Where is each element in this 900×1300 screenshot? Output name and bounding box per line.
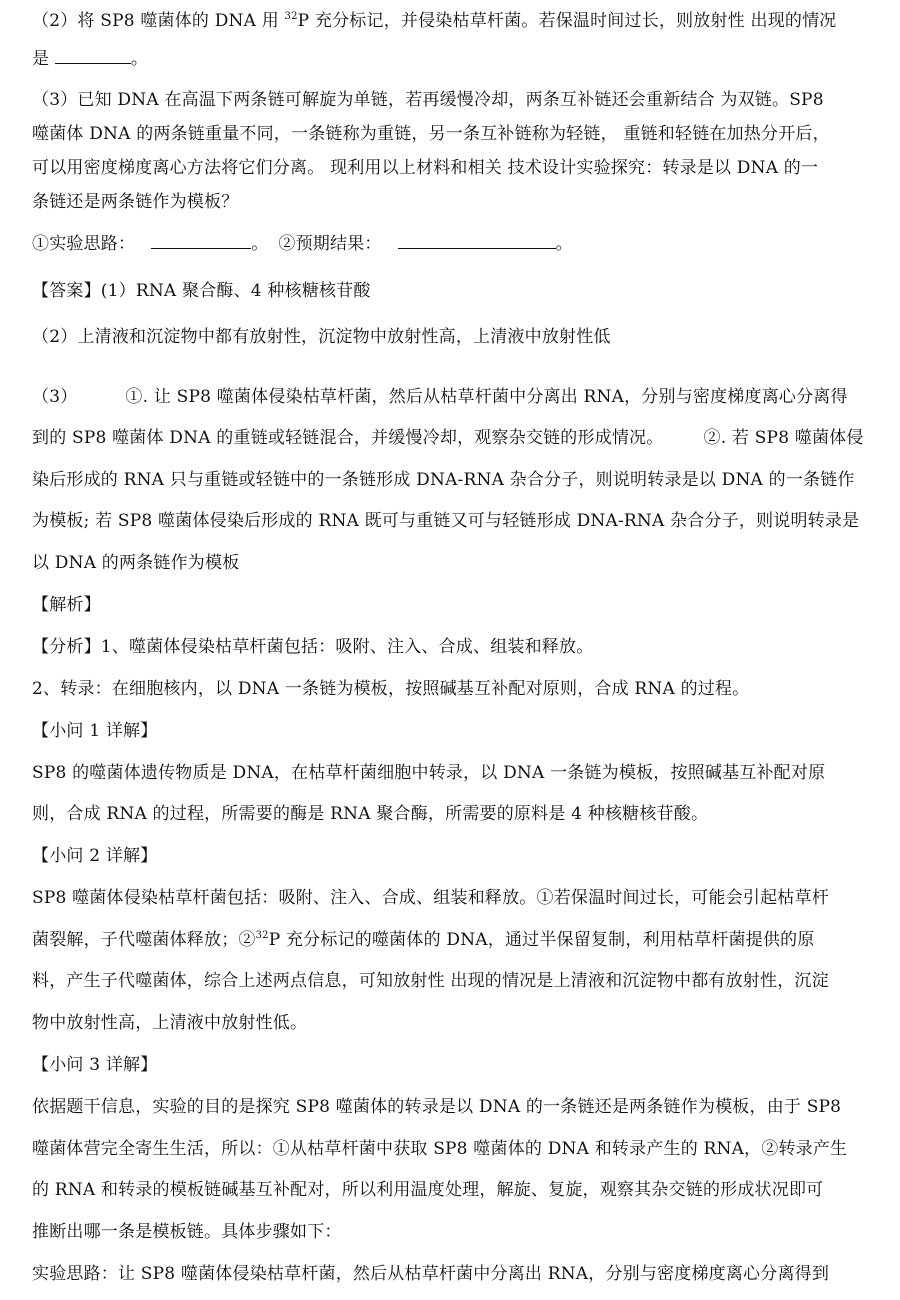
sub3-line-4: 推断出哪一条是模板链。具体步骤如下： bbox=[32, 1222, 342, 1242]
sub2-title: 【小问 2 详解】 bbox=[32, 846, 158, 866]
q3-blanks-line: ①实验思路： 。 ②预期结果： 。 bbox=[32, 228, 882, 258]
answer-line-5: 染后形成的 RNA 只与重链或轻链中的一条链形成 DNA-RNA 杂合分子，则说明转录是以 DNA 的一条链作 bbox=[32, 470, 855, 490]
sub1-title: 【小问 1 详解】 bbox=[32, 721, 158, 741]
q3-line-2: 噬菌体 DNA 的两条链重量不同，一条链称为重链，另一条互补链称为轻链， 重链和轻链在加热分开后， bbox=[32, 124, 830, 144]
sub1-line-2: 则，合成 RNA 的过程，所需要的酶是 RNA 聚合酶，所需要的原料是 4 种核糖核苷酸。 bbox=[32, 804, 709, 824]
sub3-line-2: 噬菌体营完全寄生生活，所以：①从枯草杆菌中获取 SP8 噬菌体的 DNA 和转录产生的 RNA，②转录产生 bbox=[32, 1139, 848, 1159]
sub3-line-1: 依据题干信息，实验的目的是探究 SP8 噬菌体的转录是以 DNA 的一条链还是两条链作为模板，由于 SP8 bbox=[32, 1097, 842, 1117]
answer-blank bbox=[55, 43, 131, 64]
q2-line-1: （2）将 SP8 噬菌体的 DNA 用 $^{32}$P 充分标记，并侵染枯草杆菌。若保温时间过长，则放射性 出现的情况 bbox=[32, 11, 837, 31]
isotope-superscript: 32 bbox=[255, 930, 269, 941]
q3-line-4: 条链还是两条链作为模板？ bbox=[32, 192, 239, 212]
answer-line-6: 为模板; 若 SP8 噬菌体侵染后形成的 RNA 既可与重链又可与轻链形成 DNA-RNA 杂合分子，则说明转录是 bbox=[32, 511, 860, 531]
sub3-line-3: 的 RNA 和转录的模板链碱基互补配对，所以利用温度处理，解旋、复旋，观察其杂交链的形成状况即可 bbox=[32, 1180, 824, 1200]
answer-line-1: 【答案】(1）RNA 聚合酶、4 种核糖核苷酸 bbox=[32, 281, 371, 301]
answer-line-4: 到的 SP8 噬菌体 DNA 的重链或轻链混合，并缓慢冷却，观察杂交链的形成情况。 ②. 若 SP8 噬菌体侵 bbox=[32, 428, 864, 448]
q2-line-2: 是 。 bbox=[32, 43, 882, 73]
sub3-line-5: 实验思路：让 SP8 噬菌体侵染枯草杆菌，然后从枯草杆菌中分离出 RNA，分别与密度梯度离心分离得到 bbox=[32, 1264, 830, 1284]
analysis-fenxi-2: 2、转录：在细胞核内，以 DNA 一条链为模板，按照碱基互补配对原则，合成 RNA 的过程。 bbox=[32, 679, 750, 699]
answer-line-7: 以 DNA 的两条链作为模板 bbox=[32, 553, 240, 573]
q3-line-3: 可以用密度梯度离心方法将它们分离。 现利用以上材料和相关 技术设计实验探究：转录是以 DNA 的一 bbox=[32, 158, 819, 178]
q3-line-1: （3）已知 DNA 在高温下两条链可解旋为单链，若再缓慢冷却，两条互补链还会重新结合 为双链。SP8 bbox=[32, 90, 824, 110]
sub2-line-3: 料，产生子代噬菌体，综合上述两点信息，可知放射性 出现的情况是上清液和沉淀物中都有放射性，沉淀 bbox=[32, 971, 829, 991]
result-answer-blank bbox=[398, 228, 556, 249]
idea-answer-blank bbox=[151, 228, 251, 249]
sub2-line-2: 菌裂解，子代噬菌体释放；②$^{32}$P 充分标记的噬菌体的 DNA，通过半保留复制，利用枯草杆菌提供的原 bbox=[32, 930, 815, 950]
analysis-header: 【解析】 bbox=[32, 595, 101, 615]
isotope-superscript: 32 bbox=[284, 11, 298, 22]
sub2-line-4: 物中放射性高，上清液中放射性低。 bbox=[32, 1013, 308, 1033]
sub3-title: 【小问 3 详解】 bbox=[32, 1055, 158, 1075]
answer-line-3: （3） ①. 让 SP8 噬菌体侵染枯草杆菌，然后从枯草杆菌中分离出 RNA，分别与密度梯度离心分离得 bbox=[32, 387, 848, 407]
analysis-fenxi-1: 【分析】1、噬菌体侵染枯草杆菌包括：吸附、注入、合成、组装和释放。 bbox=[32, 637, 594, 657]
answer-line-2: （2）上清液和沉淀物中都有放射性，沉淀物中放射性高，上清液中放射性低 bbox=[32, 327, 611, 347]
sub1-line-1: SP8 的噬菌体遗传物质是 DNA，在枯草杆菌细胞中转录，以 DNA 一条链为模板，按照碱基互补配对原 bbox=[32, 763, 826, 783]
sub2-line-1: SP8 噬菌体侵染枯草杆菌包括：吸附、注入、合成、组装和释放。①若保温时间过长，可能会引起枯草杆 bbox=[32, 888, 829, 908]
